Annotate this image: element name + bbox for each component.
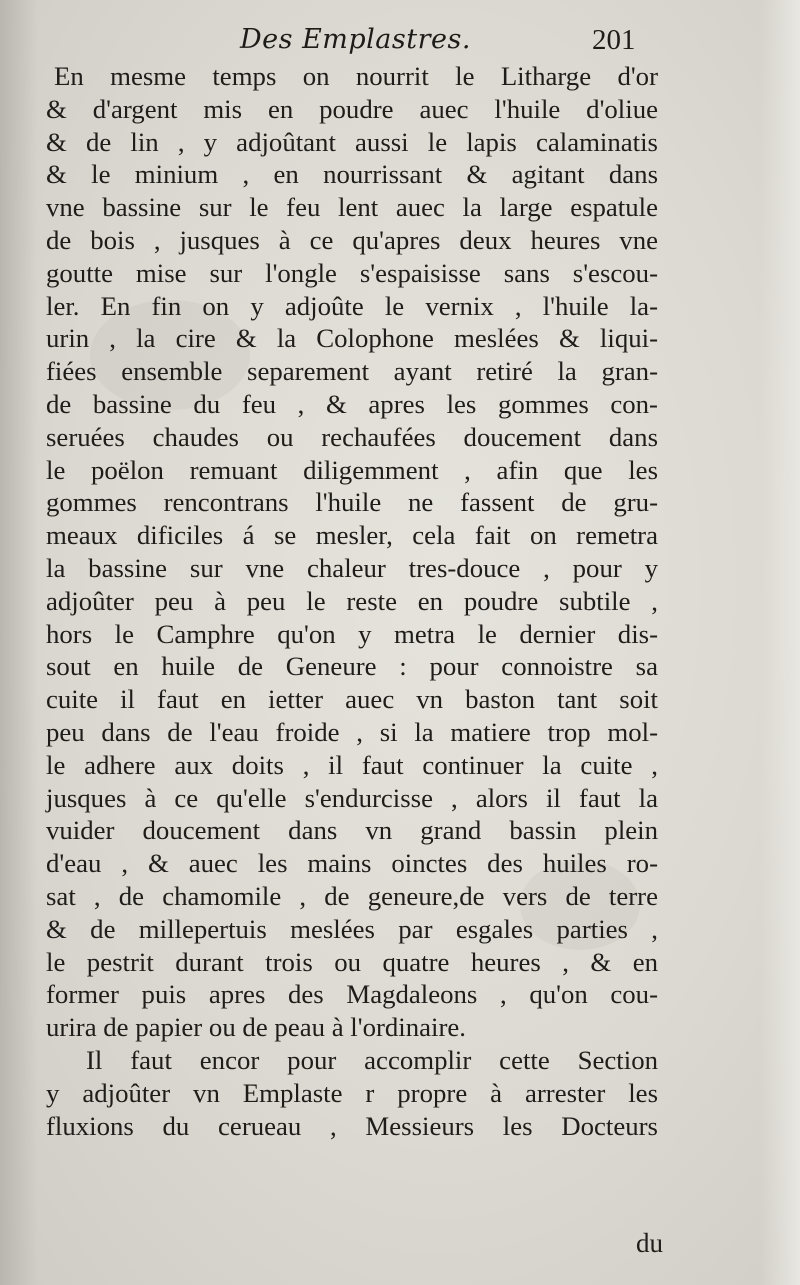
text-line: le poëlon remuant diligemment , afin que les xyxy=(46,454,658,485)
text-line: d'eau , & auec les mains oinctes des huiles ro- xyxy=(46,848,658,879)
text-line: fiées ensemble separement ayant retiré la gran- xyxy=(46,356,658,387)
running-title: Des Emplastres. xyxy=(240,24,471,55)
text-line: En mesme temps on nourrit le Litharge d'or xyxy=(54,61,658,91)
text-line: & de millepertuis meslées par esgales parties , xyxy=(46,913,658,944)
text-line: vuider doucement dans vn grand bassin plein xyxy=(46,815,658,846)
text-line: sout en huile de Geneure : pour connoistre sa xyxy=(46,651,658,682)
text-line: vne bassine sur le feu lent auec la large espatule xyxy=(46,192,658,223)
text-line: seruées chaudes ou rechaufées doucement dans xyxy=(46,421,658,452)
text-line: & d'argent mis en poudre auec l'huile d'oliue xyxy=(46,93,658,124)
text-line: & de lin , y adjoûtant aussi le lapis calaminatis xyxy=(46,126,658,157)
text-line: cuite il faut en ietter auec vn baston tant soit xyxy=(46,684,658,715)
text-line: la bassine sur vne chaleur tres-douce , pour y xyxy=(46,552,658,583)
paragraph xyxy=(46,60,658,1044)
text-line: le adhere aux doits , il faut continuer la cuite , xyxy=(46,749,658,780)
text-line: fluxions du cerueau , Messieurs les Docteurs xyxy=(46,1110,658,1141)
text-line: & le minium , en nourrissant & agitant dans xyxy=(46,159,658,190)
gutter-shadow xyxy=(0,0,38,1285)
text-line: jusques à ce qu'elle s'endurcisse , alors il faut la xyxy=(46,782,658,813)
text-line: former puis apres des Magdaleons , qu'on cou- xyxy=(46,979,658,1010)
page-edge-highlight xyxy=(760,0,800,1285)
text-line: adjoûter peu à peu le reste en poudre subtile , xyxy=(46,585,658,616)
text-line: goutte mise sur l'ongle s'espaisisse sans s'escou- xyxy=(46,257,658,288)
paragraph xyxy=(46,1044,658,1142)
page-header xyxy=(0,20,800,60)
text-line: urira de papier ou de peau à l'ordinaire. xyxy=(46,1012,466,1043)
page-number: 201 xyxy=(592,24,636,56)
text-line: de bois , jusques à ce qu'apres deux heures vne xyxy=(46,224,658,255)
text-line: y adjoûter vn Emplaste r propre à arrester les xyxy=(46,1077,658,1108)
body-text xyxy=(46,60,658,1142)
text-line: Il faut encor pour accomplir cette Section xyxy=(86,1044,658,1075)
text-line: sat , de chamomile , de geneure,de vers de terre xyxy=(46,880,658,911)
text-line: peu dans de l'eau froide , si la matiere trop mol- xyxy=(46,716,658,747)
text-line: le pestrit durant trois ou quatre heures , & en xyxy=(46,946,658,977)
text-line: ler. En fin on y adjoûte le vernix , l'huile la- xyxy=(46,290,658,321)
text-line: de bassine du feu , & apres les gommes con- xyxy=(46,388,658,419)
text-line: gommes rencontrans l'huile ne fassent de gru- xyxy=(46,487,658,518)
text-line: urin , la cire & la Colophone meslées & liqui- xyxy=(46,323,658,354)
catchword: du xyxy=(636,1228,663,1258)
text-line: meaux dificiles á se mesler, cela fait on remetra xyxy=(46,520,658,551)
text-line: hors le Camphre qu'on y metra le dernier dis- xyxy=(46,618,658,649)
